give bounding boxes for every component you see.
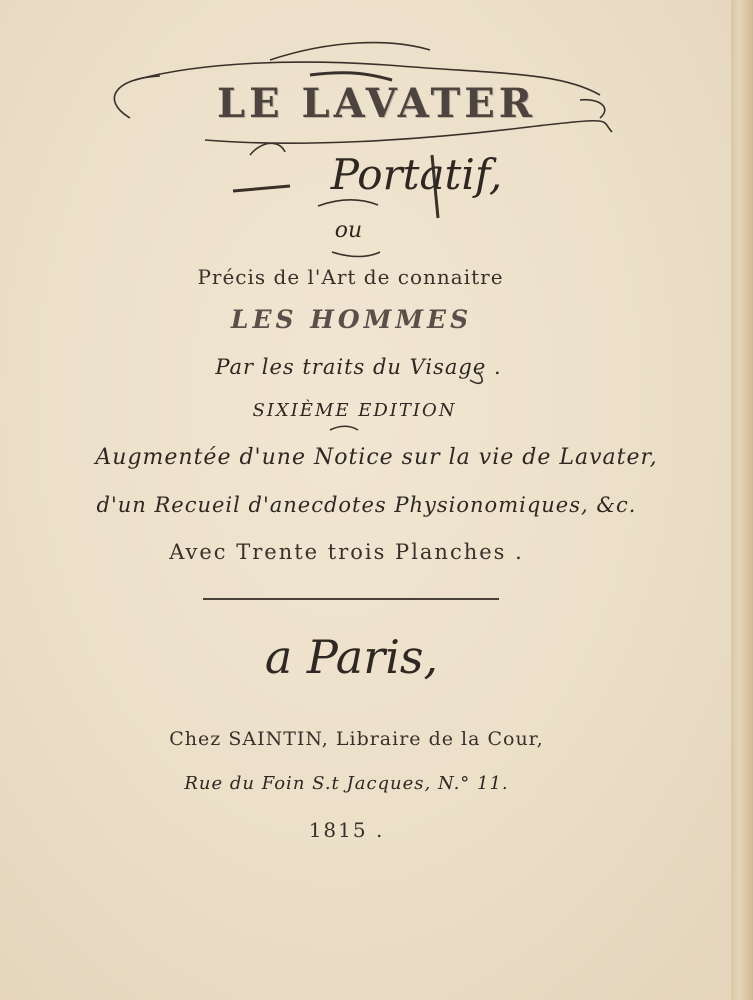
conjunction-ou: ou xyxy=(334,218,363,243)
publisher-line: Chez SAINTIN, Libraire de la Cour, xyxy=(169,728,544,750)
traits-line: Par les traits du Visage . xyxy=(215,355,502,379)
place-of-publication: a Paris, xyxy=(264,630,439,684)
les-hommes-line: LES HOMMES xyxy=(230,305,473,334)
edition-line: SIXIÈME EDITION xyxy=(252,400,457,421)
book-subtitle: Portatif, xyxy=(330,150,503,199)
augmentee-line: Augmentée d'une Notice sur la vie de Lavater, xyxy=(95,445,658,470)
divider-rule xyxy=(203,598,499,600)
publication-year: 1815 . xyxy=(308,818,385,842)
planches-line: Avec Trente trois Planches . xyxy=(169,540,524,564)
precis-line: Précis de l'Art de connaitre xyxy=(197,265,504,289)
book-title: LE LAVATER xyxy=(216,80,537,127)
address-line: Rue du Foin S.t Jacques, N.° 11. xyxy=(184,773,509,794)
recueil-line: d'un Recueil d'anecdotes Physionomiques, &c. xyxy=(96,493,637,517)
